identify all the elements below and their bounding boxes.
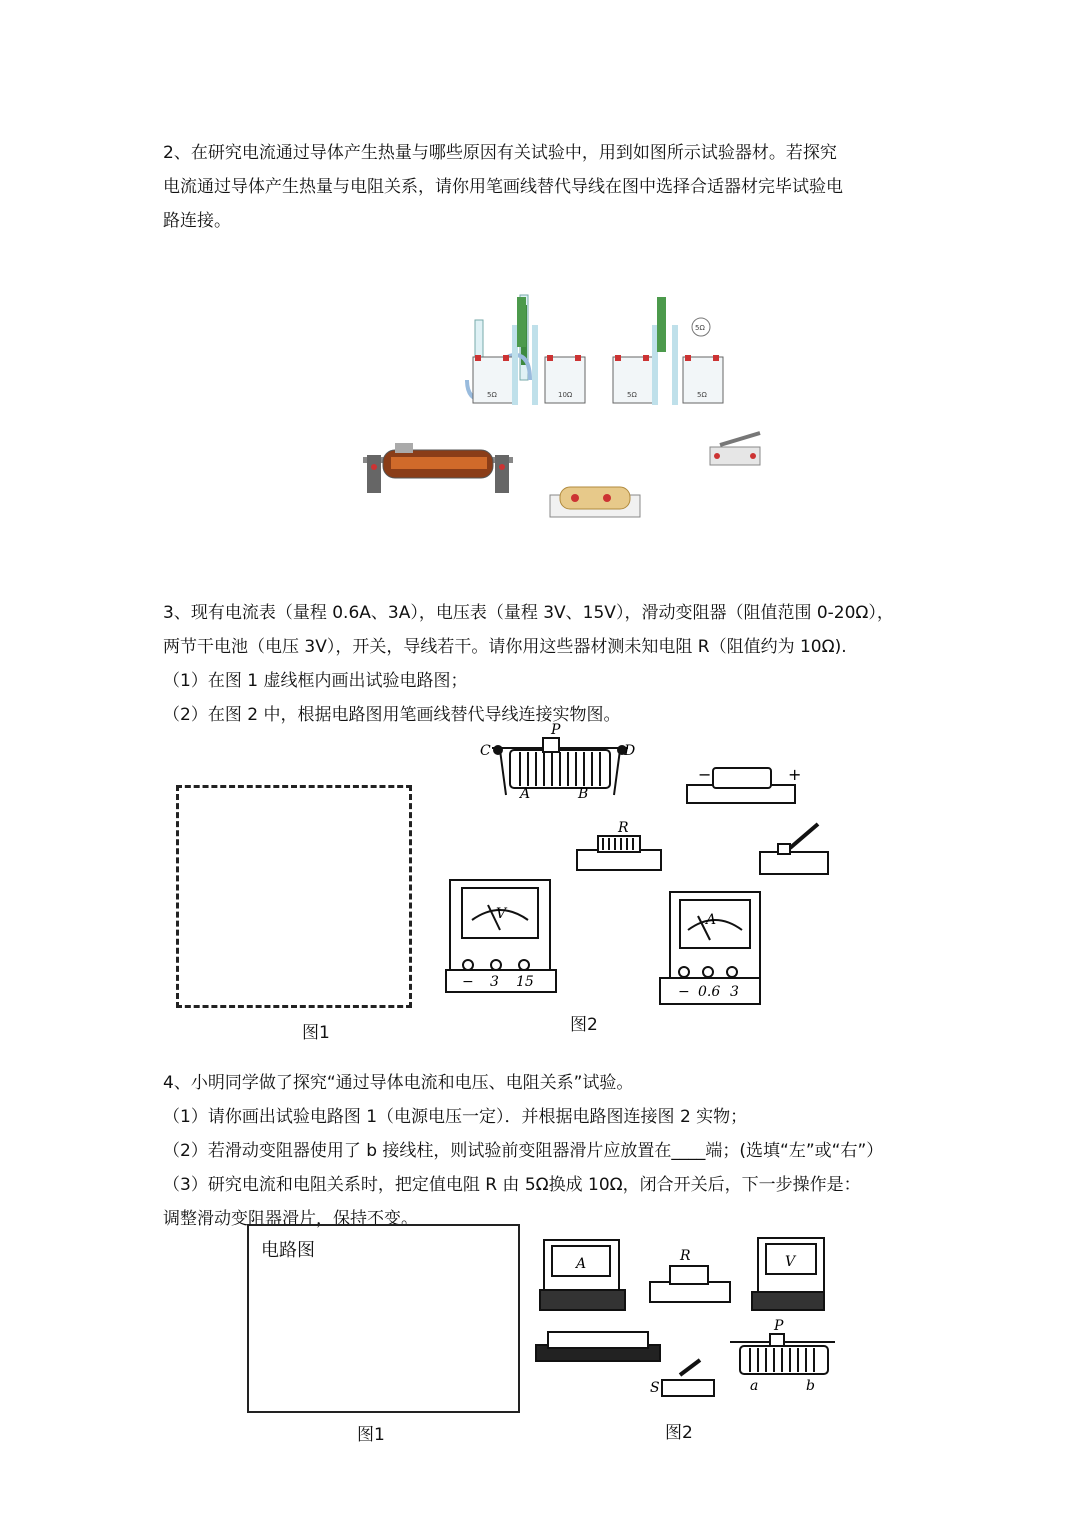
label-5-ohm-top: 5Ω: [695, 324, 705, 332]
label-5-ohm-a: 5Ω: [487, 391, 497, 399]
ammeter-terminal-3: 3: [730, 984, 739, 1000]
terminal: [713, 355, 719, 361]
resistor-label: R: [618, 820, 629, 836]
terminal: [685, 355, 691, 361]
rheostat: [492, 738, 628, 795]
resistor-label: R: [680, 1248, 691, 1264]
question-4-line-1: 4、小明同学做了探究“通过导体电流和电压、电阻关系”试验。: [163, 1073, 634, 1093]
q3-figure2-caption: 图2: [570, 1015, 598, 1035]
rheostat-label-b: B: [578, 786, 589, 802]
terminal: [615, 355, 621, 361]
resistor-r: [650, 1266, 730, 1302]
joule-heating-apparatus-figure: [355, 285, 785, 525]
liquid-column-right: [657, 297, 666, 352]
question-4-line-3: （2）若滑动变阻器使用了 b 接线柱，则试验前变阻器滑片应放置在____端；(选填“左”或“右”）: [163, 1141, 884, 1161]
battery-plus-label: +: [788, 765, 802, 784]
terminal: [503, 355, 509, 361]
question-2-text: [163, 136, 923, 238]
question-3-line-4: （2）在图 2 中，根据电路图用笔画线替代导线连接实物图。: [163, 705, 621, 725]
battery-holder: [536, 1332, 660, 1361]
label-5-ohm-d: 5Ω: [697, 391, 707, 399]
question-2-line-2: 电流通过导体产生热量与电阻关系，请你用笔画线替代导线在图中选择合适器材完毕试验电: [163, 177, 843, 197]
terminal: [547, 355, 553, 361]
terminal: [475, 355, 481, 361]
ammeter-face-label: A: [576, 1256, 587, 1272]
voltmeter-face-label: V: [785, 1254, 796, 1270]
rheostat-label-p: P: [551, 722, 561, 738]
question-4-line-5: 调整滑动变阻器滑片，保持不变。: [163, 1209, 418, 1229]
terminal: [575, 355, 581, 361]
switch: [662, 1360, 714, 1396]
ammeter-face-label: A: [706, 912, 717, 928]
switch: [760, 824, 828, 874]
question-3-line-3: （1）在图 1 虚线框内画出试验电路图；: [163, 671, 468, 691]
q4-figure2-apparatus: [530, 1230, 850, 1405]
battery-minus-label: −: [698, 765, 712, 784]
liquid-column-left: [517, 297, 526, 347]
question-4-line-2: （1）请你画出试验电路图 1（电源电压一定）．并根据电路图连接图 2 实物；: [163, 1107, 748, 1127]
q3-figure2-apparatus: [440, 720, 840, 1010]
ammeter: [540, 1240, 625, 1310]
voltmeter-face-label: V: [496, 906, 507, 922]
switch-q2: [710, 433, 760, 465]
rheostat: [730, 1334, 835, 1374]
ammeter-terminal-neg: −: [678, 984, 690, 1000]
rheostat-a-label: a: [750, 1378, 759, 1394]
rheostat-p-label: P: [774, 1318, 784, 1334]
voltmeter-terminal-neg: −: [462, 974, 474, 990]
voltmeter-terminal-3: 3: [490, 974, 499, 990]
rheostat-label-a: A: [520, 786, 531, 802]
rheostat-b-label: b: [806, 1378, 815, 1394]
circuit-box-title: 电路图: [261, 1240, 315, 1261]
voltmeter: [752, 1238, 824, 1310]
question-4-text: [163, 1066, 923, 1236]
ammeter-terminal-0-6: 0.6: [698, 984, 721, 1000]
voltmeter-terminal-15: 15: [516, 974, 534, 990]
label-5-ohm-c: 5Ω: [627, 391, 637, 399]
q4-figure1-caption: 图1: [357, 1425, 385, 1445]
q3-figure1-dashed-box[interactable]: [176, 785, 412, 1008]
question-3-text: [163, 596, 923, 732]
question-2-line-1: 2、在研究电流通过导体产生热量与哪些原因有关试验中，用到如图所示试验器材。若探究: [163, 143, 837, 163]
rheostat-label-d: D: [624, 743, 636, 759]
question-3-line-1: 3、现有电流表（量程 0.6A、3A），电压表（量程 3V、15V），滑动变阻器（阻值范围 0-20Ω），: [163, 603, 894, 623]
label-10-ohm: 10Ω: [558, 391, 573, 399]
question-4-line-4: （3）研究电流和电阻关系时，把定值电阻 R 由 5Ω换成 10Ω，闭合开关后，下一步操作是：: [163, 1175, 861, 1195]
rheostat-label-c: C: [480, 743, 491, 759]
resistor-r: [577, 836, 661, 870]
question-2-line-3: 路连接。: [163, 211, 231, 231]
terminal: [643, 355, 649, 361]
battery-q2: [550, 487, 640, 517]
rheostat-q2: [363, 443, 513, 493]
q4-circuit-diagram-box[interactable]: [247, 1224, 520, 1413]
question-3-line-2: 两节干电池（电压 3V），开关，导线若干。请你用这些器材测未知电阻 R（阻值约为 10Ω).: [163, 637, 847, 657]
q4-figure2-caption: 图2: [665, 1423, 693, 1443]
q3-figure1-caption: 图1: [302, 1023, 330, 1043]
switch-label: S: [650, 1380, 660, 1396]
